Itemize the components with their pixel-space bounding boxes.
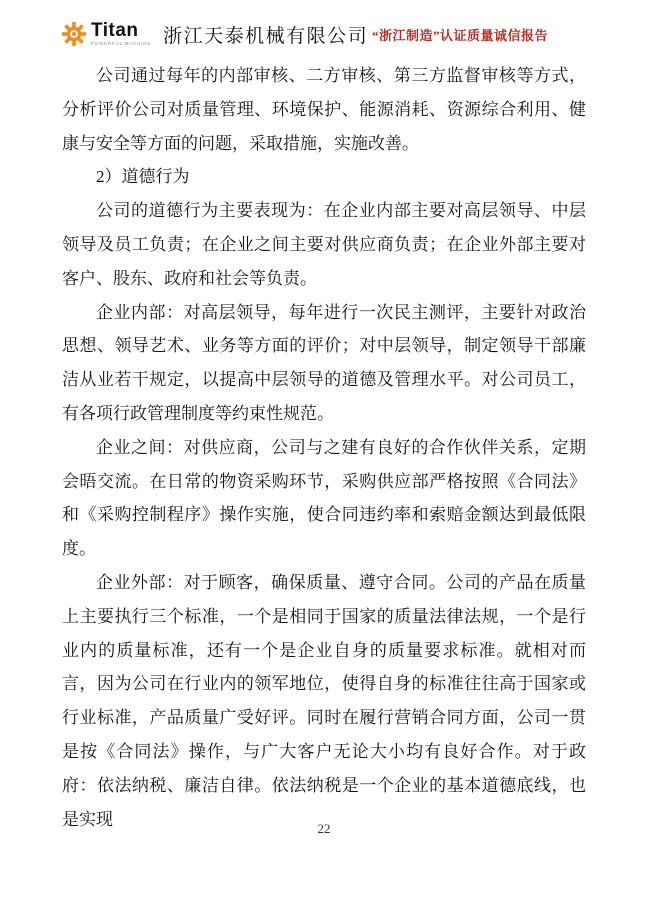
page-number: 22 <box>317 821 331 836</box>
page-header <box>62 16 586 52</box>
document-body <box>62 59 586 836</box>
paragraph-internal-company: 企业内部：对高层领导，每年进行一次民主测评，主要针对政治思想、领导艺术、业务等方面的评价；对中层领导，制定领导干部廉洁从业若干规定，以提高中层领导的道德及管理水平。对公司员工，有各项行政管理制度等约束性规范。 <box>62 302 586 423</box>
gear-icon <box>62 22 86 46</box>
logo-tagline: POWERFUL MACHINE <box>91 41 152 47</box>
company-name: 浙江天泰机械有限公司 <box>163 25 369 47</box>
company-logo <box>62 21 151 47</box>
paragraph-internal-audit: 公司通过每年的内部审核、二方审核、第三方监督审核等方式，分析评价公司对质量管理、环境保护、能源消耗、资源综合利用、健康与安全等方面的问题，采取措施，实施改善。 <box>62 66 586 153</box>
paragraph-external-company: 企业外部：对于顾客，确保质量、遵守合同。公司的产品在质量上主要执行三个标准，一个是相同于国家的质量法律法规，一个是行业内的质量标准，还有一个是企业自身的质量要求标准。就相对而言，因为公司在行业内的领军地位，使得自身的标准往往高于国家或行业标准，产品质量广受好评。同时在履行营销合同方面，公司一贯是按《合同法》操作，与广大客户无论大小均有良好合作。对于政府：依法纳税、廉洁自律。依法纳税是一个企业的基本道德底线，也是实现 <box>62 572 586 829</box>
heading-ethical-behavior: 2）道德行为 <box>96 167 190 187</box>
logo-brand: Titan <box>91 20 139 42</box>
logo-text <box>91 21 151 47</box>
paragraph-between-companies: 企业之间：对供应商，公司与之建有良好的合作伙伴关系，定期会晤交流。在日常的物资采购环节，采购供应部严格按照《合同法》和《采购控制程序》操作实施，使合同违约率和索赔金额达到最低限度。 <box>62 437 586 559</box>
report-title: “浙江制造”认证质量诚信报告 <box>371 27 548 43</box>
paragraph-ethics-overview: 公司的道德行为主要表现为：在企业内部主要对高层领导、中层领导及员工负责；在企业之间主要对供应商负责；在企业外部主要对客户、股东、政府和社会等负责。 <box>62 201 586 288</box>
